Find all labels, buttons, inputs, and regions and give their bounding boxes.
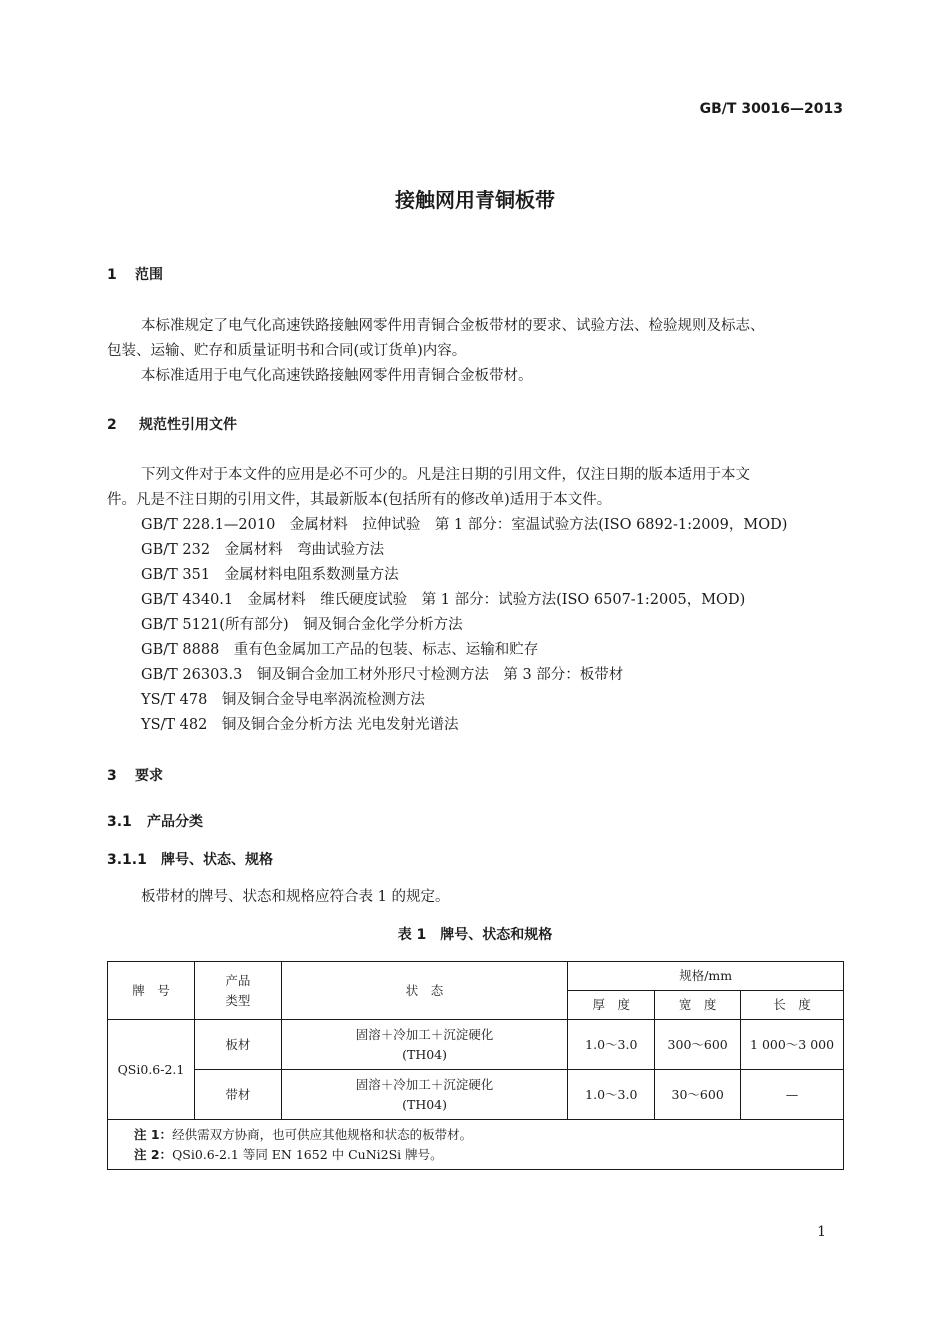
- header-length: 长 度: [741, 991, 844, 1020]
- reference-item: GB/T 351 金属材料电阻系数测量方法: [141, 567, 399, 583]
- section-title: 产品分类: [147, 814, 203, 830]
- document-title: 接触网用青铜板带: [395, 188, 555, 212]
- page-number: 1: [817, 1224, 826, 1240]
- section-number: 1: [107, 267, 117, 283]
- cell-width: 300～600: [655, 1020, 741, 1070]
- reference-item: GB/T 228.1—2010 金属材料 拉伸试验 第 1 部分：室温试验方法(ISO 6892-1:2009，MOD): [141, 517, 788, 533]
- cell-temper: [281, 1020, 568, 1070]
- standard-code: GB/T 30016—2013: [699, 101, 843, 117]
- spec-table: [107, 961, 844, 1170]
- table-row: [108, 1070, 844, 1120]
- section-3-1-heading: [107, 811, 203, 831]
- header-grade: 牌 号: [108, 962, 195, 1020]
- section-title: 规范性引用文件: [139, 417, 237, 433]
- cell-type: 板材: [194, 1020, 281, 1070]
- reference-item: GB/T 232 金属材料 弯曲试验方法: [141, 542, 385, 558]
- paragraph: 板带材的牌号、状态和规格应符合表 1 的规定。: [141, 889, 450, 905]
- paragraph: 包装、运输、贮存和质量证明书和合同(或订货单)内容。: [107, 343, 467, 359]
- section-1-heading: [107, 264, 163, 284]
- section-3-1-1-heading: [107, 849, 273, 869]
- section-title: 要求: [135, 768, 163, 784]
- section-title: 范围: [135, 267, 163, 283]
- cell-grade: QSi0.6-2.1: [108, 1020, 195, 1120]
- section-number: 3.1.1: [107, 852, 147, 868]
- paragraph: 本标准规定了电气化高速铁路接触网零件用青铜合金板带材的要求、试验方法、检验规则及标志、: [141, 318, 765, 334]
- header-text: 产品: [225, 972, 251, 988]
- table-row: [108, 1020, 844, 1070]
- paragraph: 本标准适用于电气化高速铁路接触网零件用青铜合金板带材。: [141, 368, 533, 384]
- note-text: QSi0.6-2.1 等同 EN 1652 中 CuNi2Si 牌号。: [172, 1146, 443, 1162]
- header-spec: 规格/mm: [568, 962, 844, 991]
- section-3-heading: [107, 765, 163, 785]
- reference-item: YS/T 478 铜及铜合金导电率涡流检测方法: [141, 692, 425, 708]
- cell-thickness: 1.0～3.0: [568, 1070, 655, 1120]
- reference-item: YS/T 482 铜及铜合金分析方法 光电发射光谱法: [141, 717, 459, 733]
- temper-line: 固溶＋冷加工＋沉淀硬化: [355, 1026, 494, 1042]
- cell-length: —: [741, 1070, 844, 1120]
- section-title: 牌号、状态、规格: [161, 852, 273, 868]
- cell-length: 1 000～3 000: [741, 1020, 844, 1070]
- table-caption: 表 1 牌号、状态和规格: [397, 927, 553, 943]
- paragraph: 件。凡是不注日期的引用文件，其最新版本(包括所有的修改单)适用于本文件。: [107, 492, 612, 508]
- header-temper: 状 态: [281, 962, 568, 1020]
- reference-item: GB/T 26303.3 铜及铜合金加工材外形尺寸检测方法 第 3 部分：板带材: [141, 667, 624, 683]
- header-thickness: 厚 度: [568, 991, 655, 1020]
- table-note: [134, 1125, 843, 1145]
- reference-item: GB/T 8888 重有色金属加工产品的包装、标志、运输和贮存: [141, 642, 539, 658]
- header-text: 类型: [225, 992, 251, 1008]
- section-2-heading: [107, 414, 237, 434]
- temper-line: (TH04): [402, 1096, 448, 1112]
- cell-type: 带材: [194, 1070, 281, 1120]
- cell-width: 30～600: [655, 1070, 741, 1120]
- reference-item: GB/T 4340.1 金属材料 维氏硬度试验 第 1 部分：试验方法(ISO 6507-1:2005，MOD): [141, 592, 746, 608]
- note-text: 经供需双方协商，也可供应其他规格和状态的板带材。: [172, 1126, 473, 1142]
- header-width: 宽 度: [655, 991, 741, 1020]
- temper-line: 固溶＋冷加工＋沉淀硬化: [355, 1076, 494, 1092]
- table-header-row: [108, 962, 844, 991]
- paragraph: 下列文件对于本文件的应用是必不可少的。凡是注日期的引用文件，仅注日期的版本适用于本文: [141, 467, 750, 483]
- cell-thickness: 1.0～3.0: [568, 1020, 655, 1070]
- section-number: 3: [107, 768, 117, 784]
- table-notes-row: [108, 1120, 844, 1170]
- note-label: 注 1：: [134, 1126, 173, 1142]
- table-notes: [108, 1120, 844, 1170]
- section-number: 3.1: [107, 814, 132, 830]
- header-product-type: [194, 962, 281, 1020]
- cell-temper: [281, 1070, 568, 1120]
- table-note: [134, 1145, 843, 1165]
- reference-item: GB/T 5121(所有部分) 铜及铜合金化学分析方法: [141, 617, 463, 633]
- temper-line: (TH04): [402, 1046, 448, 1062]
- section-number: 2: [107, 417, 117, 433]
- note-label: 注 2：: [134, 1146, 173, 1162]
